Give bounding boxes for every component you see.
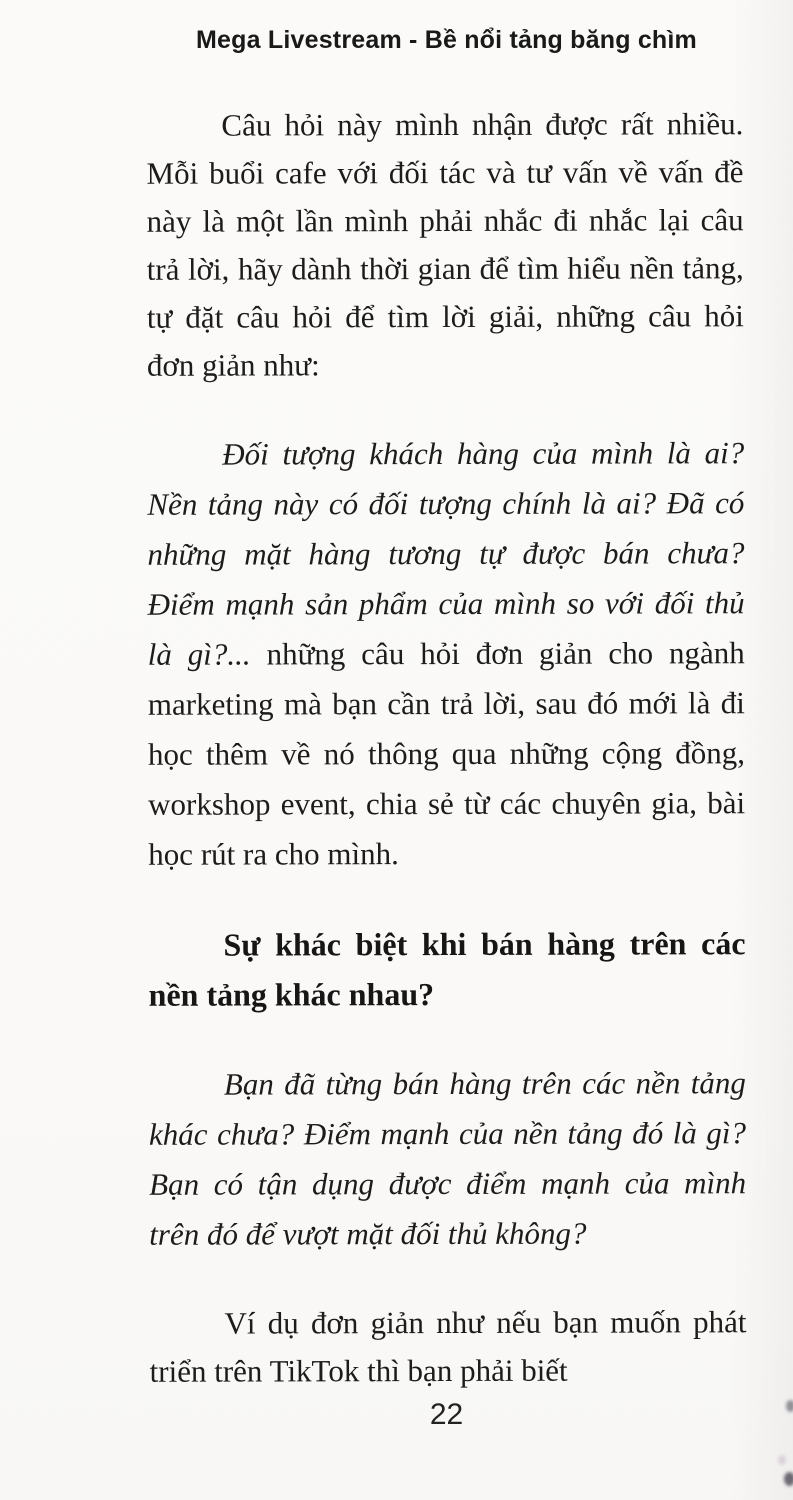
page-number: 22 xyxy=(429,1398,464,1431)
paragraph-intro: Câu hỏi này mình nhận được rất nhiều. Mỗi buổi cafe với đối tác và tư vấn về vấn đề này là một lần mình phải nhắc đi nhắc lại câu trả lời, hãy dành thời gian để tìm hiểu nền tảng, tự đặt câu hỏi để tìm lời giải, những câu hỏi đơn giản như: xyxy=(146,106,744,383)
scan-smudge-artifact xyxy=(786,1400,793,1412)
text-block xyxy=(146,100,746,1396)
paragraph-example-tiktok: Ví dụ đơn giản như nếu bạn muốn phát triển trên TikTok thì bạn phải biết xyxy=(149,1304,747,1389)
guiding-questions-italic-part: Đối tượng khách hàng của mình là ai? Nền tảng này có đối tượng chính là ai? Đã có những mặt hàng tương tự được bán chưa? Điểm mạnh sản phẩm của mình so với đối thủ là gì?... xyxy=(147,435,745,672)
scan-smudge-artifact xyxy=(784,1472,793,1486)
section-heading: Sự khác biệt khi bán hàng trên các nền tảng khác nhau? xyxy=(148,925,746,1013)
scan-smudge-artifact xyxy=(778,1455,786,1465)
paragraph-guiding-questions xyxy=(147,428,745,880)
running-header-title: Mega Livestream - Bề nổi tảng băng chìm xyxy=(196,26,697,54)
paragraph-platform-questions: Bạn đã từng bán hàng trên các nền tảng khác chưa? Điểm mạnh của nền tảng đó là gì? Bạn có tận dụng được điểm mạnh của mình trên đó để vượt mặt đối thủ không? xyxy=(148,1065,747,1252)
guiding-questions-normal-part: những câu hỏi đơn giản cho ngành marketing mà bạn cần trả lời, sau đó mới là đi học thêm về nó thông qua những cộng đồng, workshop event, chia sẻ từ các chuyên gia, bài học rút ra cho mình. xyxy=(147,635,746,872)
